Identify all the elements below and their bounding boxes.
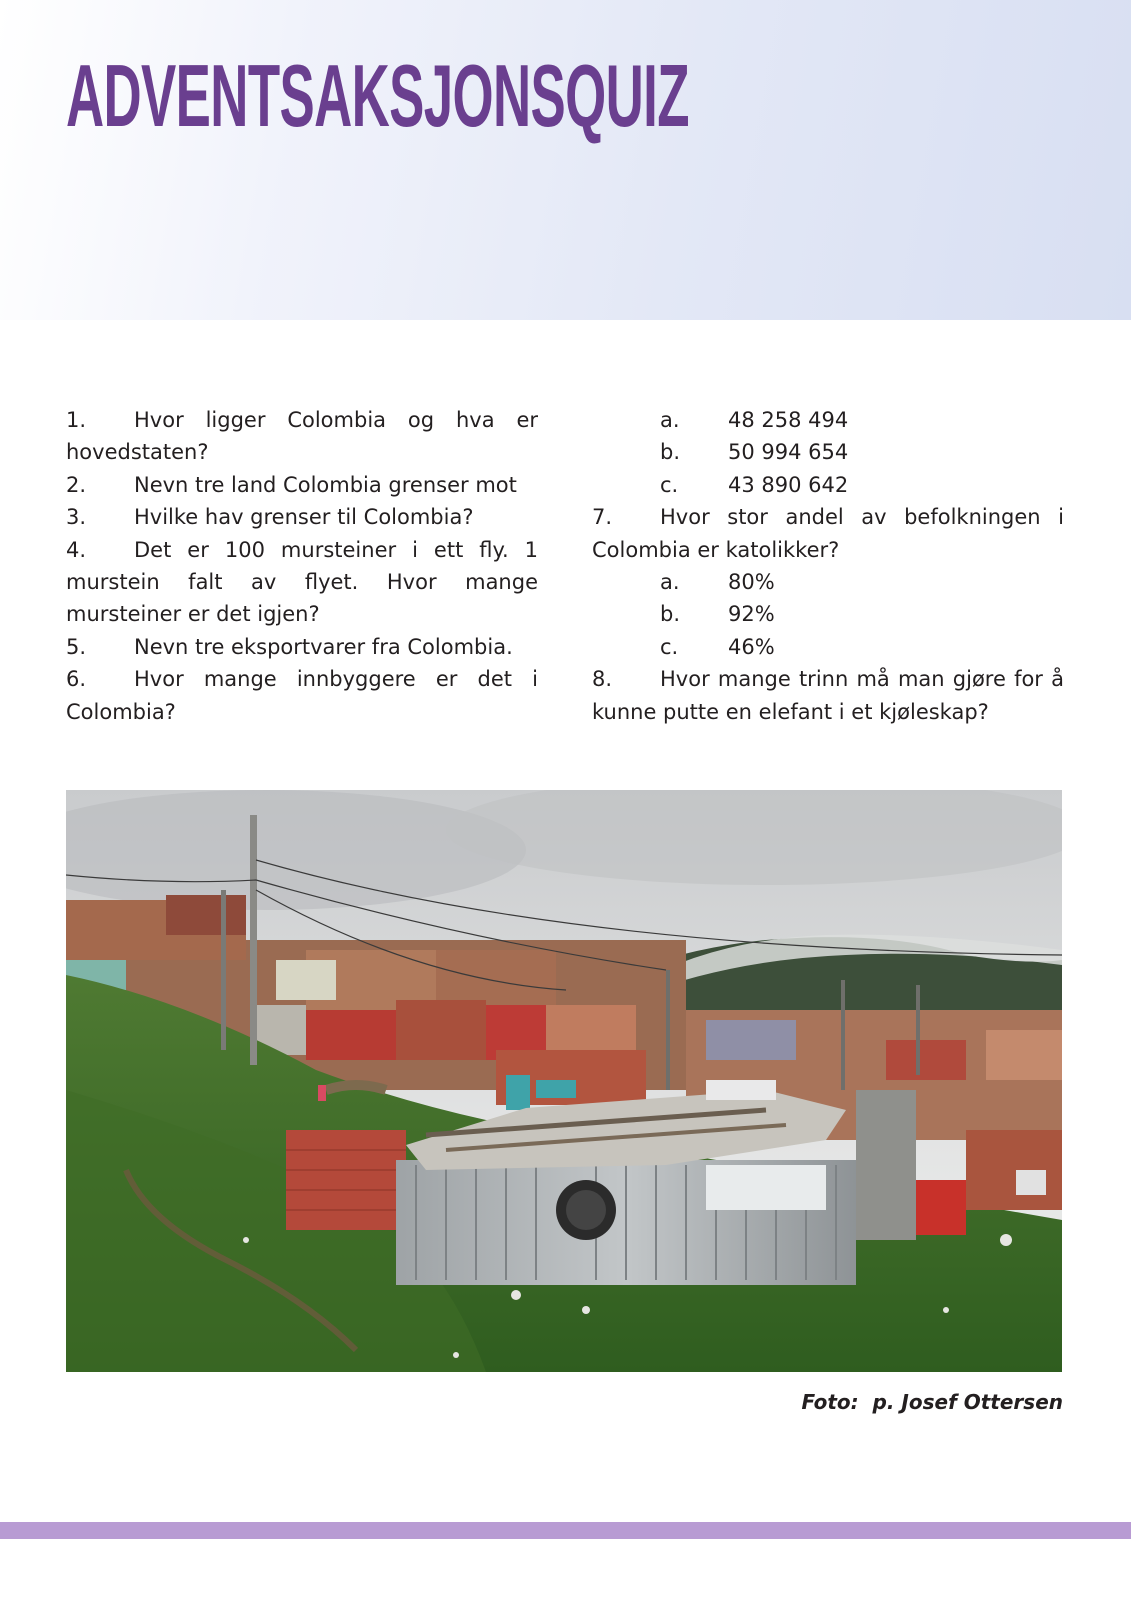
option-text: 50 994 654 (728, 440, 849, 465)
q7-option-a (592, 566, 1064, 598)
question-text: Hvor stor andel av befolkningen i Colombia er katolikker? (592, 505, 1064, 562)
question-number: 1. (66, 408, 87, 432)
question-text: Hvor mange trinn må man gjøre for å kunne putte en elefant i et kjøleskap? (592, 667, 1064, 724)
photo-illustration (66, 790, 1062, 1372)
photo-colombia-hillside (66, 790, 1062, 1372)
question-number: 5. (66, 634, 87, 659)
question-number: 2. (66, 472, 87, 497)
question-text: Hvor mange innbyggere er det i Colombia? (66, 667, 538, 724)
question-text: Det er 100 mursteiner i ett fly. 1 murstein falt av flyet. Hvor mange mursteiner er det igjen? (66, 537, 538, 627)
question-number: 7. (592, 505, 613, 530)
question-number: 6. (66, 667, 87, 692)
questions-left-column (66, 404, 538, 728)
question-8 (592, 663, 1064, 728)
option-letter: a. (660, 570, 680, 595)
question-1 (66, 404, 538, 469)
q6-option-b (592, 436, 1064, 468)
question-2 (66, 469, 538, 501)
option-text: 92% (728, 602, 775, 627)
option-letter: b. (660, 440, 681, 465)
option-text: 43 890 642 (728, 472, 849, 497)
option-letter: a. (660, 408, 680, 432)
option-text: 80% (728, 570, 775, 595)
photo-credit: Foto: p. Josef Ottersen (801, 1390, 1063, 1414)
option-letter: c. (660, 634, 679, 659)
question-text: Hvor ligger Colombia og hva er hovedstaten? (66, 408, 538, 465)
option-text: 48 258 494 (728, 408, 849, 432)
questions-right-column (592, 404, 1064, 728)
q7-option-b (592, 598, 1064, 630)
option-letter: b. (660, 602, 681, 627)
question-6 (66, 663, 538, 728)
q7-option-c (592, 631, 1064, 663)
question-text: Hvilke hav grenser til Colombia? (134, 505, 474, 530)
question-7 (592, 501, 1064, 566)
question-5 (66, 631, 538, 663)
option-text: 46% (728, 634, 775, 659)
bottom-accent-bar (0, 1522, 1131, 1539)
question-4 (66, 534, 538, 631)
question-number: 4. (66, 537, 87, 562)
question-text: Nevn tre eksportvarer fra Colombia. (134, 634, 513, 659)
page-title: ADVENTSAKSJONSQUIZ (66, 46, 689, 145)
q6-option-c (592, 469, 1064, 501)
q6-option-a (592, 404, 1064, 436)
question-number: 3. (66, 505, 87, 530)
question-number: 8. (592, 667, 613, 692)
question-3 (66, 501, 538, 533)
question-text: Nevn tre land Colombia grenser mot (134, 472, 517, 497)
option-letter: c. (660, 472, 679, 497)
